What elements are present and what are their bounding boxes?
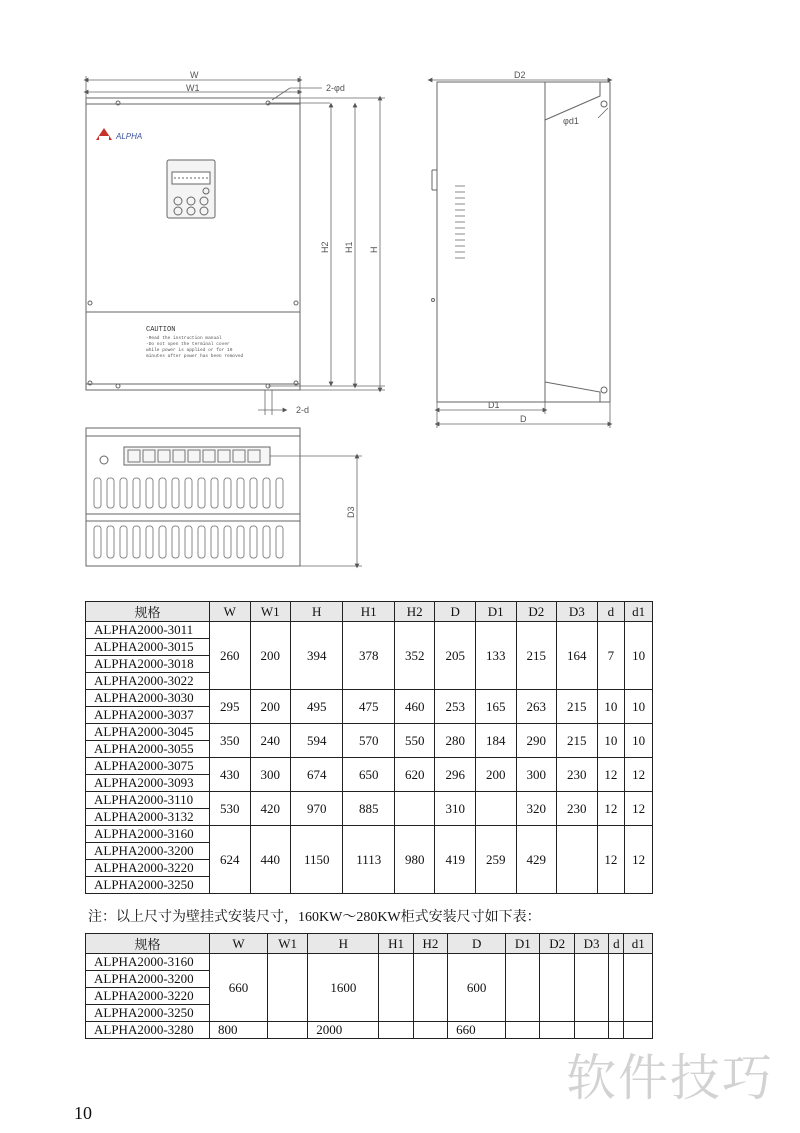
model-cell: ALPHA2000-3220 (86, 988, 210, 1005)
value-cell: 10 (597, 690, 625, 724)
table-row (86, 1022, 653, 1039)
col-header: D2 (516, 602, 557, 622)
model-cell: ALPHA2000-3160 (86, 826, 210, 843)
col-header: D (448, 934, 506, 954)
value-cell: 2000 (308, 1022, 379, 1039)
value-cell: 1150 (291, 826, 343, 894)
value-cell: 205 (435, 622, 476, 690)
table-row (86, 622, 653, 639)
value-cell: 260 (210, 622, 251, 690)
brand-text: ALPHA (116, 132, 143, 141)
col-header: D3 (557, 602, 598, 622)
table-row (86, 826, 653, 843)
col-header: W1 (267, 934, 307, 954)
model-cell: ALPHA2000-3280 (86, 1022, 210, 1039)
value-cell: 350 (210, 724, 251, 758)
value-cell: 240 (250, 724, 291, 758)
table-row (86, 724, 653, 741)
value-cell: 440 (250, 826, 291, 894)
col-header: d1 (624, 934, 653, 954)
value-cell: 12 (597, 792, 625, 826)
model-cell: ALPHA2000-3250 (86, 1005, 210, 1022)
model-cell: ALPHA2000-3018 (86, 656, 210, 673)
value-cell: 215 (557, 690, 598, 724)
table-row (86, 690, 653, 707)
caution-title: CAUTION (146, 326, 176, 334)
dim-d1-hole-label: φd1 (563, 116, 579, 126)
value-cell: 280 (435, 724, 476, 758)
value-cell: 394 (291, 622, 343, 690)
value-cell: 12 (625, 792, 653, 826)
value-cell: 530 (210, 792, 251, 826)
value-cell (624, 1022, 653, 1039)
value-cell: 200 (250, 622, 291, 690)
dim-d2-label: D2 (514, 70, 526, 80)
value-cell (574, 1022, 608, 1039)
dimension-table (85, 601, 653, 894)
col-header: H2 (394, 602, 435, 622)
col-header: H1 (343, 602, 394, 622)
value-cell: 320 (516, 792, 557, 826)
value-cell: 419 (435, 826, 476, 894)
model-cell: ALPHA2000-3015 (86, 639, 210, 656)
value-cell: 885 (343, 792, 394, 826)
value-cell (609, 954, 624, 1022)
model-cell: ALPHA2000-3132 (86, 809, 210, 826)
dim-h1-label: H1 (344, 241, 354, 253)
value-cell: 550 (394, 724, 435, 758)
value-cell: 263 (516, 690, 557, 724)
table-note: 注：以上尺寸为壁挂式安装尺寸，160KW～280KW柜式安装尺寸如下表： (88, 910, 541, 925)
dim-hole-label: 2-φd (326, 83, 345, 93)
model-cell: ALPHA2000-3200 (86, 843, 210, 860)
model-cell: ALPHA2000-3022 (86, 673, 210, 690)
value-cell (413, 1022, 447, 1039)
value-cell: 624 (210, 826, 251, 894)
value-cell (379, 954, 413, 1022)
model-cell: ALPHA2000-3160 (86, 954, 210, 971)
model-cell: ALPHA2000-3011 (86, 622, 210, 639)
caution-line: while power is applied or for 10 (146, 348, 233, 353)
value-cell: 12 (625, 758, 653, 792)
col-header: D1 (506, 934, 540, 954)
value-cell (540, 1022, 574, 1039)
value-cell (506, 954, 540, 1022)
value-cell: 570 (343, 724, 394, 758)
value-cell: 800 (210, 1022, 268, 1039)
model-cell: ALPHA2000-3030 (86, 690, 210, 707)
col-header: D3 (574, 934, 608, 954)
table-row (86, 792, 653, 809)
value-cell (574, 954, 608, 1022)
caution-line: -Do not open the terminal cover (146, 342, 230, 347)
value-cell: 165 (475, 690, 516, 724)
dim-h-label: H (369, 246, 379, 253)
value-cell: 429 (516, 826, 557, 894)
value-cell (609, 1022, 624, 1039)
side-view (432, 82, 611, 402)
table-header-row (86, 602, 653, 622)
value-cell: 970 (291, 792, 343, 826)
dim-w1-label: W1 (186, 83, 200, 93)
value-cell: 253 (435, 690, 476, 724)
model-cell: ALPHA2000-3075 (86, 758, 210, 775)
value-cell: 10 (625, 622, 653, 690)
value-cell (557, 826, 598, 894)
value-cell (506, 1022, 540, 1039)
value-cell: 10 (625, 724, 653, 758)
value-cell: 660 (448, 1022, 506, 1039)
col-header: 规格 (86, 602, 210, 622)
value-cell: 620 (394, 758, 435, 792)
col-header: H1 (379, 934, 413, 954)
value-cell: 12 (625, 826, 653, 894)
value-cell: 430 (210, 758, 251, 792)
model-cell: ALPHA2000-3037 (86, 707, 210, 724)
value-cell: 10 (597, 724, 625, 758)
value-cell: 133 (475, 622, 516, 690)
value-cell: 184 (475, 724, 516, 758)
value-cell (413, 954, 447, 1022)
value-cell: 420 (250, 792, 291, 826)
value-cell: 660 (210, 954, 268, 1022)
value-cell: 164 (557, 622, 598, 690)
col-header: d (609, 934, 624, 954)
cabinet-dimension-table (85, 933, 653, 1039)
value-cell: 300 (516, 758, 557, 792)
col-header: 规格 (86, 934, 210, 954)
value-cell: 290 (516, 724, 557, 758)
col-header: H (291, 602, 343, 622)
value-cell: 980 (394, 826, 435, 894)
value-cell: 259 (475, 826, 516, 894)
dim-bottom-hole-label: 2-d (296, 405, 310, 415)
dim-d-label: D (520, 414, 527, 424)
value-cell: 495 (291, 690, 343, 724)
dim-h2-label: H2 (320, 241, 330, 253)
value-cell: 7 (597, 622, 625, 690)
value-cell: 12 (597, 826, 625, 894)
model-cell: ALPHA2000-3045 (86, 724, 210, 741)
value-cell: 460 (394, 690, 435, 724)
value-cell: 674 (291, 758, 343, 792)
model-cell: ALPHA2000-3110 (86, 792, 210, 809)
value-cell: 200 (250, 690, 291, 724)
value-cell: 12 (597, 758, 625, 792)
caution-line: minutes after power has been removed (146, 354, 244, 359)
model-cell: ALPHA2000-3200 (86, 971, 210, 988)
page-number: 10 (74, 1103, 92, 1123)
value-cell: 295 (210, 690, 251, 724)
dim-d3-label: D3 (346, 506, 356, 518)
value-cell: 10 (625, 690, 653, 724)
col-header: W1 (250, 602, 291, 622)
col-header: W (210, 602, 251, 622)
table-row (86, 758, 653, 775)
value-cell (379, 1022, 413, 1039)
table-header-row (86, 934, 653, 954)
value-cell: 594 (291, 724, 343, 758)
value-cell (624, 954, 653, 1022)
col-header: d (597, 602, 625, 622)
col-header: D2 (540, 934, 574, 954)
value-cell: 650 (343, 758, 394, 792)
value-cell (267, 1022, 307, 1039)
table-row (86, 954, 653, 971)
value-cell: 378 (343, 622, 394, 690)
value-cell: 352 (394, 622, 435, 690)
bottom-view (86, 428, 300, 566)
value-cell (540, 954, 574, 1022)
dim-w-label: W (190, 70, 199, 80)
value-cell: 200 (475, 758, 516, 792)
value-cell: 230 (557, 758, 598, 792)
value-cell: 600 (448, 954, 506, 1022)
value-cell: 300 (250, 758, 291, 792)
value-cell: 1113 (343, 826, 394, 894)
dim-d1-label: D1 (488, 400, 500, 410)
caution-line: -Read the instruction manual (146, 336, 222, 341)
model-cell: ALPHA2000-3055 (86, 741, 210, 758)
value-cell: 310 (435, 792, 476, 826)
col-header: D1 (475, 602, 516, 622)
value-cell (394, 792, 435, 826)
value-cell: 475 (343, 690, 394, 724)
watermark: 软件技巧 (566, 1049, 774, 1107)
value-cell: 230 (557, 792, 598, 826)
value-cell: 1600 (308, 954, 379, 1022)
value-cell: 215 (516, 622, 557, 690)
col-header: d1 (625, 602, 653, 622)
model-cell: ALPHA2000-3220 (86, 860, 210, 877)
value-cell: 215 (557, 724, 598, 758)
col-header: H (308, 934, 379, 954)
value-cell (267, 954, 307, 1022)
value-cell (475, 792, 516, 826)
col-header: H2 (413, 934, 447, 954)
col-header: W (210, 934, 268, 954)
value-cell: 296 (435, 758, 476, 792)
model-cell: ALPHA2000-3250 (86, 877, 210, 894)
model-cell: ALPHA2000-3093 (86, 775, 210, 792)
col-header: D (435, 602, 476, 622)
